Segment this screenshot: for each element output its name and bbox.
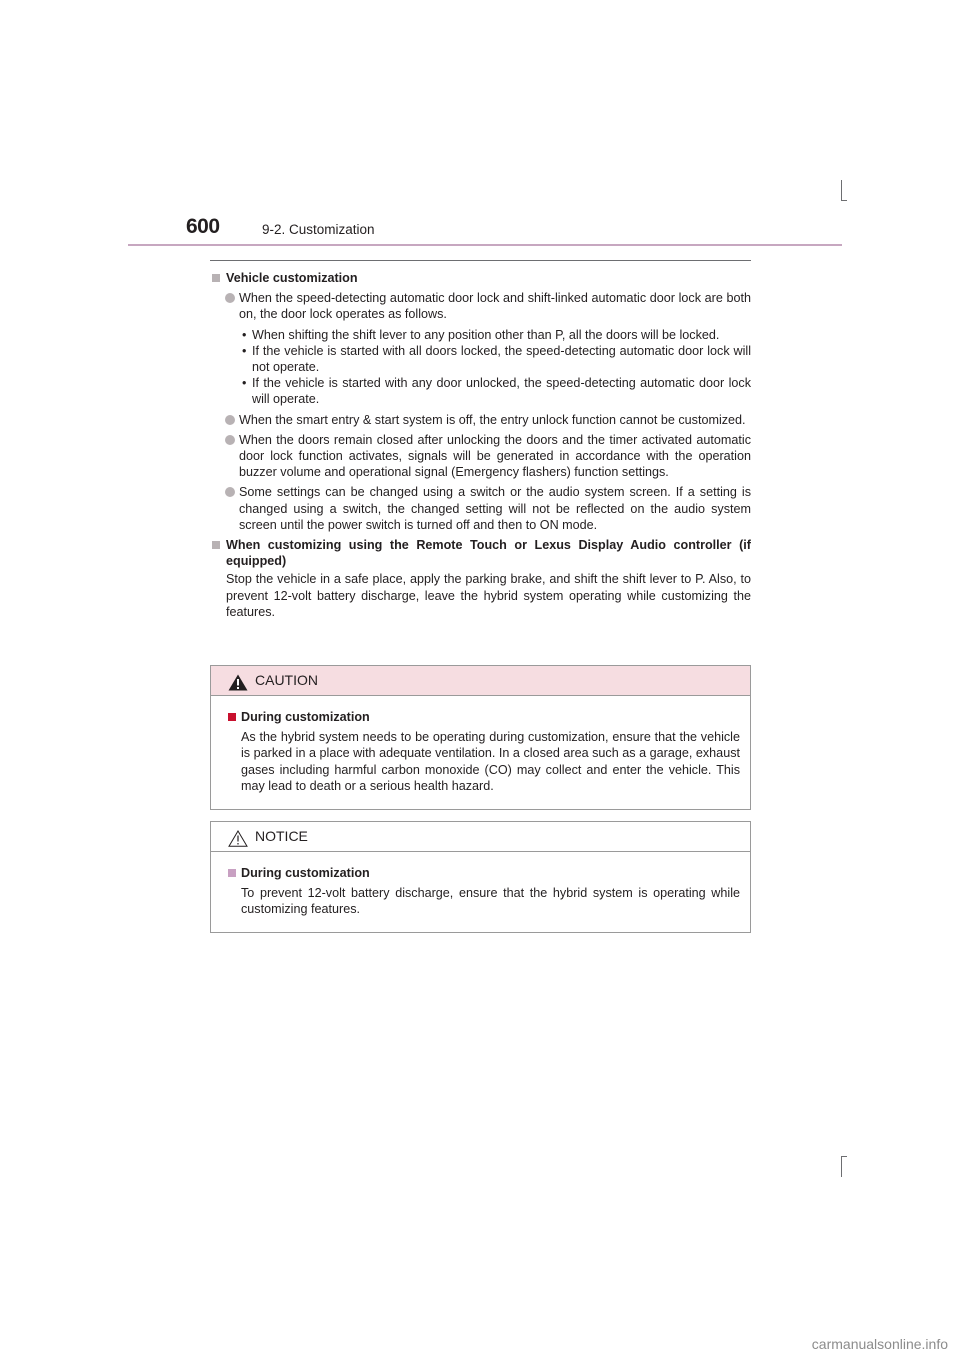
crop-mark-bottom-right [841, 1156, 842, 1177]
caution-text: As the hybrid system needs to be operating during customization, ensure that the vehicle is parked in a place with adequate ventilation. In a closed area such as a garage, exhaust gases including harmful carbon monoxide (CO) may collect and enter the vehicle. This may lead to death or a serious health hazard. [241, 730, 740, 793]
sub-bullet-text: If the vehicle is started with any door unlocked, the speed-detecting automatic door lock will operate. [252, 376, 751, 407]
notice-body [211, 852, 750, 930]
heading-text: When customizing using the Remote Touch or Lexus Display Audio controller (if equipped) [226, 538, 751, 569]
square-marker-icon [212, 274, 220, 282]
caution-heading [228, 709, 740, 725]
circle-bullet-icon [225, 415, 235, 425]
circle-bullet-icon [225, 293, 235, 303]
notice-text: To prevent 12-volt battery discharge, ensure that the hybrid system is operating while customizing features. [241, 886, 740, 917]
section-heading-remote-touch [210, 537, 751, 569]
notice-heading-text: During customization [241, 866, 370, 880]
warning-triangle-outline-icon [228, 830, 248, 847]
warning-triangle-icon [228, 674, 248, 691]
notice-header [211, 822, 750, 852]
main-content [210, 270, 751, 620]
heading-text: Vehicle customization [226, 271, 358, 285]
sub-bullet-item [210, 343, 751, 375]
bullet-item [210, 432, 751, 481]
crop-mark-top-right-foot [841, 200, 847, 201]
bullet-text: When the doors remain closed after unlocking the doors and the timer activated automatic door lock function activates, signals will be generated in accordance with the operation buzzer volume and operational signal (Emergency flashers) function settings. [239, 432, 751, 480]
caution-box [210, 665, 751, 810]
dot-bullet-icon: • [242, 376, 247, 391]
crop-mark-top-right [841, 180, 842, 201]
caution-header [211, 666, 750, 696]
watermark: carmanualsonline.info [811, 1336, 948, 1352]
section-heading-vehicle-customization [210, 270, 751, 286]
notice-heading [228, 865, 740, 881]
header-rule [128, 244, 842, 246]
bullet-item [210, 484, 751, 533]
square-marker-icon [228, 713, 236, 721]
caution-title: CAUTION [255, 672, 318, 688]
dot-bullet-icon: • [242, 327, 247, 342]
content-rule [210, 260, 751, 261]
sub-bullet-text: If the vehicle is started with all doors locked, the speed-detecting automatic door lock will not operate. [252, 343, 751, 375]
section-title: 9-2. Customization [262, 222, 375, 237]
sub-bullet-item [210, 375, 751, 407]
notice-box [210, 821, 751, 933]
circle-bullet-icon [225, 487, 235, 497]
caution-heading-text: During customization [241, 710, 370, 724]
crop-mark-bottom-right-head [841, 1156, 847, 1157]
bullet-text: When the speed-detecting automatic door lock and shift-linked automatic door lock are both on, the door lock operates as follows. [239, 291, 751, 322]
sub-bullet-text: When shifting the shift lever to any position other than P, all the doors will be locked. [252, 327, 720, 342]
bullet-text: Some settings can be changed using a switch or the audio system screen. If a setting is changed using a switch, the changed setting will not be reflected on the audio system screen until the power switch is turned off and then to ON mode. [239, 485, 751, 532]
square-marker-icon [212, 541, 220, 549]
sub-bullet-item [210, 327, 751, 343]
circle-bullet-icon [225, 435, 235, 445]
dot-bullet-icon: • [242, 343, 247, 358]
remote-touch-paragraph: Stop the vehicle in a safe place, apply the parking brake, and shift the shift lever to P. Also, to prevent 12-volt battery discharge, leave the hybrid system operating while customizing the features. [226, 572, 751, 619]
bullet-text: When the smart entry & start system is off, the entry unlock function cannot be customized. [239, 412, 746, 427]
bullet-item [210, 290, 751, 322]
square-marker-icon [228, 869, 236, 877]
notice-title: NOTICE [255, 828, 308, 844]
page-number: 600 [186, 215, 220, 238]
caution-body [211, 696, 750, 806]
bullet-item [210, 412, 751, 428]
